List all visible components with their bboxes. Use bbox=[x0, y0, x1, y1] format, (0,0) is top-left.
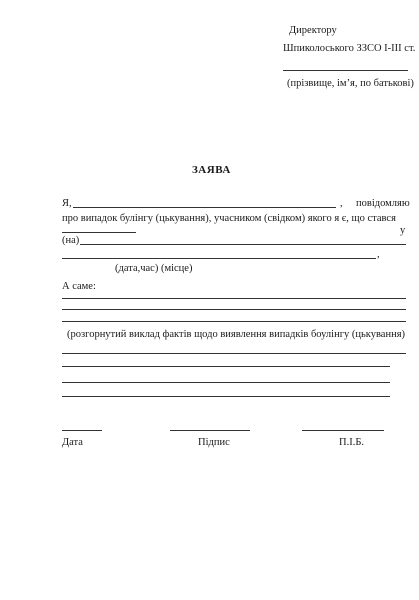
body-line-2: про випадок булінгу (цькування), учасником (свідком) якого я є, що стався bbox=[62, 213, 396, 224]
facts-line-4 bbox=[62, 353, 406, 354]
incident-short-line bbox=[62, 232, 136, 233]
comma-mark: , bbox=[340, 198, 343, 209]
facts-line-7 bbox=[62, 396, 390, 397]
date-place-hint: (дата,час) (місце) bbox=[115, 263, 193, 274]
signature-line bbox=[170, 430, 250, 431]
place-fill-line-2 bbox=[62, 258, 376, 259]
facts-line-3 bbox=[62, 321, 406, 322]
facts-line-5 bbox=[62, 366, 390, 367]
namely-label: А саме: bbox=[62, 281, 96, 292]
name-fill-line bbox=[73, 207, 336, 208]
signature-label: Підпис bbox=[198, 437, 230, 448]
on-prefix: (на) bbox=[62, 235, 80, 246]
facts-line-6 bbox=[62, 382, 390, 383]
applicant-name-hint: (прізвище, ім’я, по батькові) bbox=[287, 78, 414, 89]
comma-mark-2: , bbox=[377, 249, 380, 260]
full-name-line bbox=[302, 430, 384, 431]
facts-hint: (розгорнутий виклад фактів щодо виявлення випадків боулінгу (цькування) bbox=[67, 329, 406, 340]
applicant-name-line bbox=[283, 70, 408, 71]
body-line-3-end: у bbox=[400, 225, 406, 236]
full-name-label: П.І.Б. bbox=[339, 437, 364, 448]
date-label: Дата bbox=[62, 437, 83, 448]
document-title: ЗАЯВА bbox=[192, 164, 231, 176]
facts-line-1 bbox=[62, 298, 406, 299]
place-fill-line bbox=[80, 244, 406, 245]
facts-line-2 bbox=[62, 309, 406, 310]
i-prefix: Я, bbox=[62, 198, 72, 209]
addressee-label: Директору bbox=[289, 25, 337, 36]
date-line bbox=[62, 430, 102, 431]
report-word: повідомляю bbox=[356, 198, 410, 209]
school-name: Шпиколоського ЗЗСО І-ІІІ ст. bbox=[283, 43, 416, 54]
